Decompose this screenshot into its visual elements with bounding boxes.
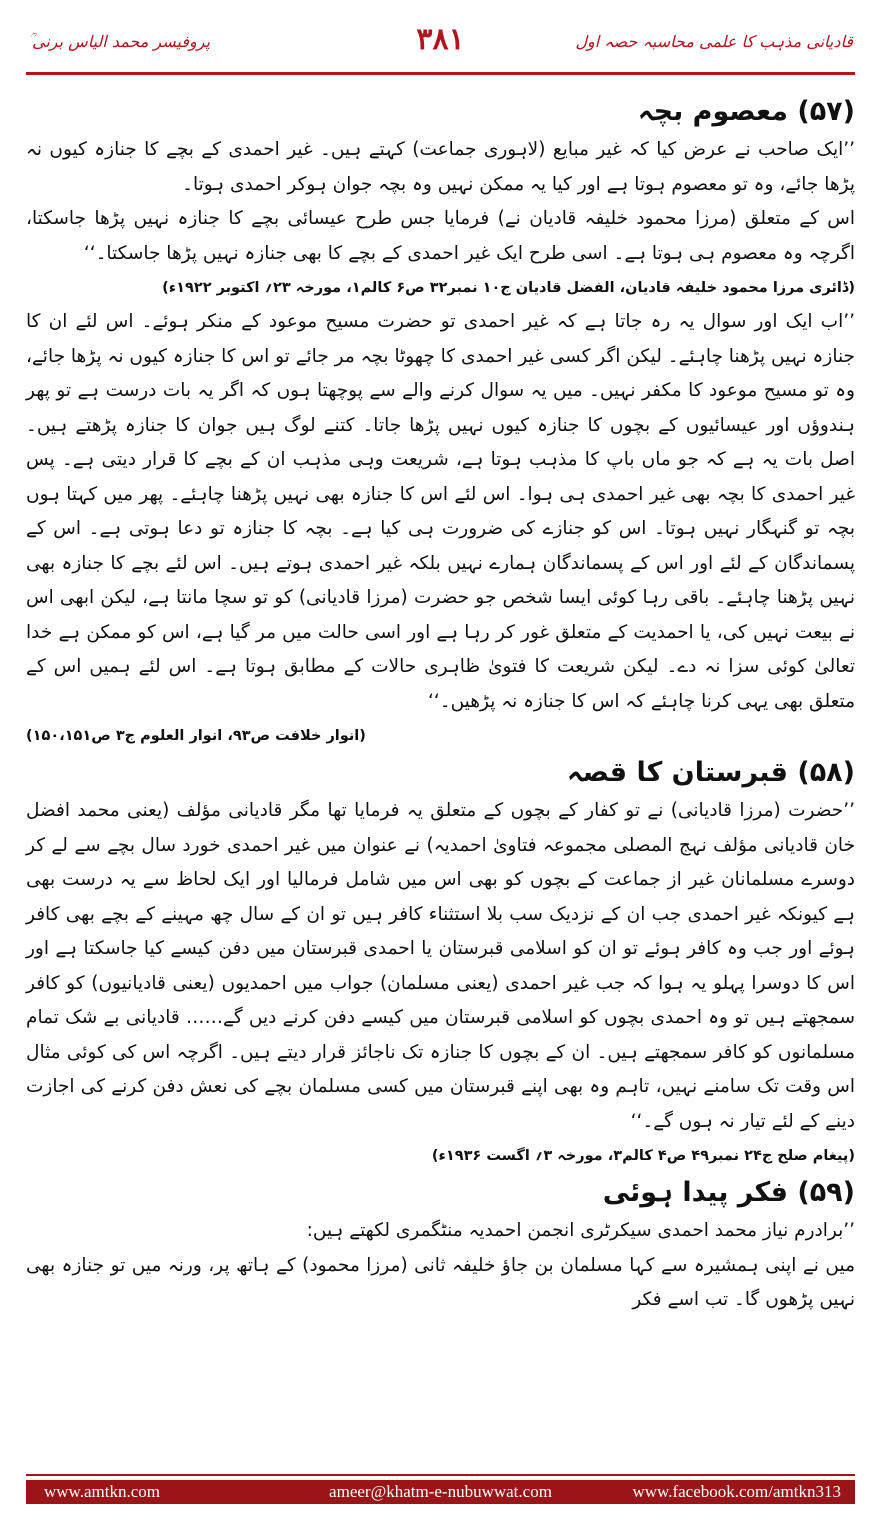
section-59 (26, 1177, 855, 1318)
page-footer (26, 1480, 855, 1504)
facebook-link[interactable]: www.facebook.com/amtkn313 (632, 1482, 841, 1501)
section-heading: (۵۹) فکر پیدا ہوئی (602, 1177, 855, 1208)
paragraph: ’’اب ایک اور سوال یہ رہ جاتا ہے کہ غیر احمدی تو حضرت مسیح موعود کے منکر ہوئے۔ اس لئے ان کا جنازہ نہیں پڑھنا چاہئے۔ لیکن اگر کسی غیر احمدی کا چھوٹا بچہ مر جائے تو اس کا جنازہ کیوں نہ پڑھا جائے، وہ تو مسیح موعود کا مکفر نہیں۔ میں یہ سوال کرنے والے سے پوچھتا ہوں کہ اگر یہ بات درست ہے تو پھر ہندوؤں اور عیسائیوں کے بچوں کا جنازہ کیوں نہیں پڑھا جاتا۔ کتنے لوگ ہیں جوان کا جنازہ پڑھتے ہیں۔ اصل بات یہ ہے کہ جو ماں باپ کا مذہب ہوتا ہے، شریعت وہی مذہب ان کے بچے کا قرار دیتی ہے۔ پس غیر احمدی کا بچہ بھی غیر احمدی ہی ہوا۔ اس لئے اس کا جنازہ بھی نہیں پڑھنا چاہئے۔ پھر میں کہتا ہوں بچہ تو گنہگار نہیں ہوتا۔ اس کو جنازے کی ضرورت ہی کیا ہے۔ بچہ کا جنازہ تو دعا ہوتی ہے۔ اس کے پسماندگان کے لئے اور اس کے پسماندگان ہمارے نہیں بلکہ غیر احمدی ہوتے ہیں۔ اس لئے بچے کا جنازہ بھی نہیں پڑھنا چاہئے۔ باقی رہا کوئی ایسا شخص جو حضرت (مرزا قادیانی) کو تو سچا مانتا ہے، لیکن ابھی اس نے بیعت نہیں کی، یا احمدیت کے متعلق غور کر رہا ہے اور اسی حالت میں مر گیا ہے، اس کو ممکن ہے خدا تعالیٰ کوئی سزا نہ دے۔ لیکن شریعت کا فتویٰ ظاہری حالات کے مطابق ہوتا ہے۔ اس لئے ہمیں اس کے متعلق بھی یہی کرنا چاہئے کہ اس کا جنازہ نہ پڑھیں۔‘‘ (26, 311, 855, 712)
section-58 (26, 757, 855, 1171)
paragraph: ’’حضرت (مرزا قادیانی) نے تو کفار کے بچوں کے متعلق یہ فرمایا تھا مگر قادیانی مؤلف (یعنی محمد افضل خان قادیانی مؤلف نہج المصلی مجموعہ فتاویٰ احمدیہ) نے عنوان میں غیر احمدی خورد سال بچے سے لے کر دوسرے مسلمانان غیر از جماعت کے بچوں کو بھی اس میں شامل فرمالیا اور ایک لحاظ سے یہ درست بھی ہے کیونکہ غیر احمدی جب ان کے نزدیک سب بلا استثناء کافر ہیں تو ان کے سال چھ مہینے کے بچے بھی کافر ہوئے اور جب وہ کافر ہوئے تو ان کو اسلامی قبرستان یا احمدی قبرستان میں دفن کیسے کیا جاسکتا ہے اور اس کا دوسرا پہلو یہ ہوا کہ جب غیر احمدی (یعنی مسلمان) جواب میں احمدیوں (یعنی قادیانیوں) کو کافر سمجھتے ہیں تو وہ احمدی بچوں کو اسلامی قبرستان میں کیسے دفن کرنے دیں گے…… قادیانی بے شک تمام مسلمانوں کو کافر سمجھتے ہیں۔ ان کے بچوں کا جنازہ تک ناجائز قرار دیتے ہیں۔ اگرچہ اس کی کوئی مثال اس وقت تک سامنے نہیں، تاہم وہ بھی اپنے قبرستان میں کسی مسلمان بچے کی نعش دفن کرنے کی اجازت دینے کے لئے تیار نہ ہوں گے۔‘‘ (26, 800, 855, 1132)
book-title: قادیانی مذہب کا علمی محاسبہ حصہ اول (575, 32, 853, 51)
paragraph: اس کے متعلق (مرزا محمود خلیفہ قادیان نے) فرمایا جس طرح عیسائی بچے کا جنازہ نہیں پڑھا جاسکتا، اگرچہ وہ معصوم ہی ہوتا ہے۔ اسی طرح ایک غیر احمدی کے بچے کا بھی جنازہ نہیں پڑھا جاسکتا۔‘‘ (26, 208, 855, 264)
paragraph: ’’برادرم نیاز محمد احمدی سیکرٹری انجمن احمدیہ منٹگمری لکھتے ہیں: (306, 1220, 855, 1241)
paragraph: میں نے اپنی ہمشیرہ سے کہا مسلمان بن جاؤ خلیفہ ثانی (مرزا محمود) کے ہاتھ پر، ورنہ میں تو جنازہ بھی نہیں پڑھوں گا۔ تب اسے فکر (26, 1254, 855, 1310)
citation: (پیغام صلح ج۲۴ نمبر۴۹ ص۴ کالم۳، مورخہ ۳؍ اگست ۱۹۳۶ء) (431, 1148, 855, 1164)
page-number: ۳۸۱ (416, 22, 465, 57)
page-content (26, 90, 855, 1318)
section-heading: (۵۷) معصوم بچہ (637, 96, 855, 127)
page-header (28, 22, 853, 62)
website-link[interactable]: www.amtkn.com (44, 1482, 160, 1501)
section-heading: (۵۸) قبرستان کا قصہ (566, 757, 855, 788)
citation: (ڈائری مرزا محمود خلیفہ قادیان، الفضل قادیان ج۱۰ نمبر۳۲ ص۶ کالم۱، مورخہ ۲۳؍ اکتوبر ۱۹۲۲ء) (162, 280, 855, 296)
header-divider (26, 72, 855, 75)
author-name: پروفیسر محمد الیاس برنی ؒ (28, 32, 211, 51)
paragraph: ’’ایک صاحب نے عرض کیا کہ غیر مبایع (لاہوری جماعت) کہتے ہیں۔ غیر احمدی کے بچے کا جنازہ کیوں نہ پڑھا جائے، وہ تو معصوم ہوتا ہے اور کیا یہ ممکن نہیں وہ بچہ جوان ہوکر احمدی ہوتا۔ (26, 139, 855, 195)
footer-divider (26, 1474, 855, 1476)
email-link[interactable]: ameer@khatm-e-nubuwwat.com (329, 1482, 552, 1501)
section-57 (26, 96, 855, 751)
citation: (انوار خلافت ص۹۳، انوار العلوم ج۳ ص۱۵۰،۱۵۱) (26, 728, 366, 744)
